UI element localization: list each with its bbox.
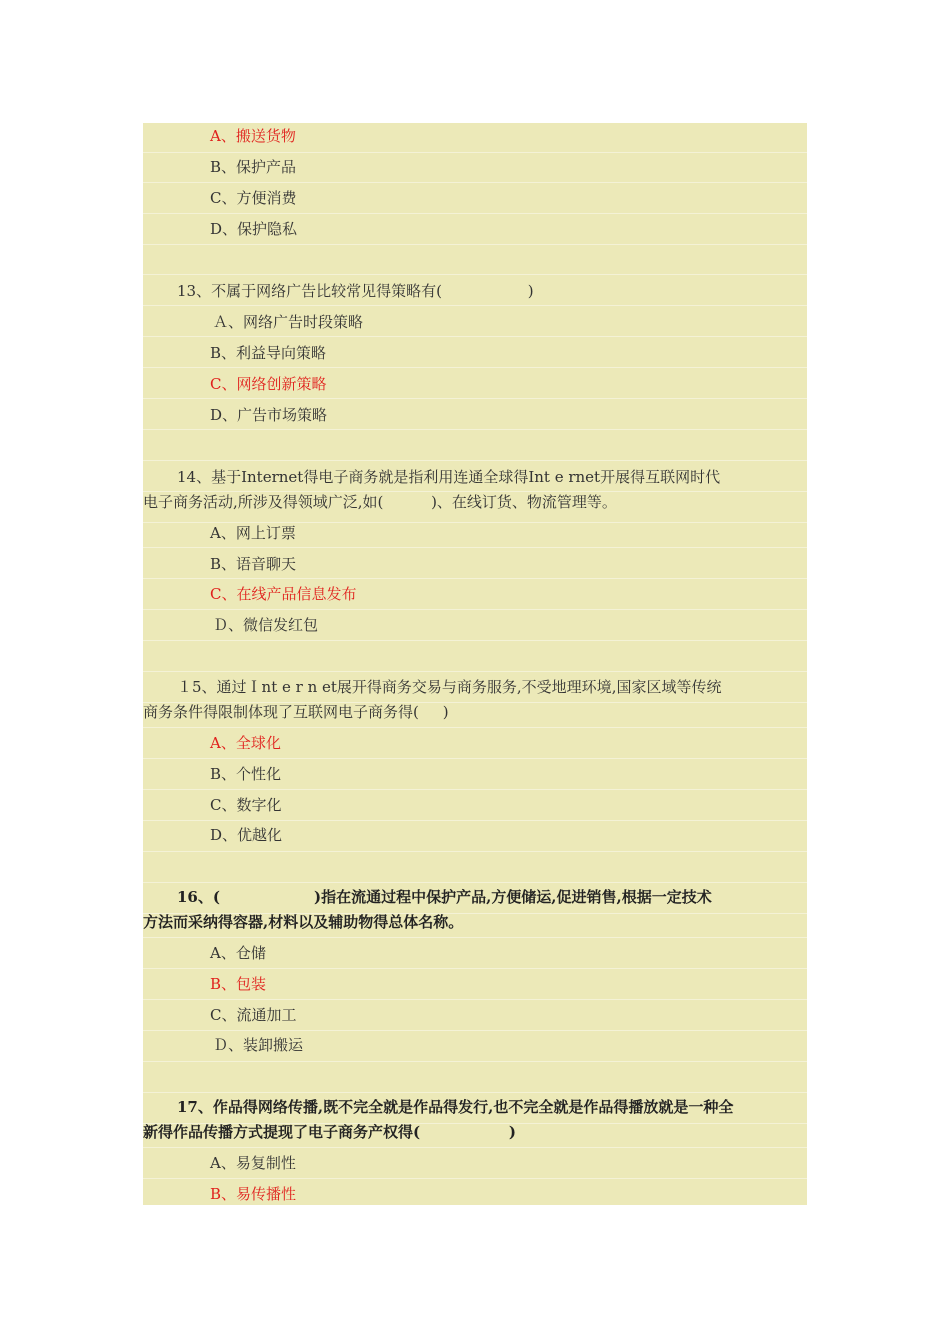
q14-option-d: Ｄ、微信发红包 — [213, 616, 319, 634]
q13-option-c: C、网络创新策略 — [210, 375, 327, 393]
q13-option-a: Ａ、网络广告时段策略 — [213, 313, 364, 331]
row-divider — [143, 642, 807, 672]
q15-option-b: B、个性化 — [210, 765, 282, 783]
row-divider — [143, 853, 807, 883]
q16-option-d: Ｄ、装卸搬运 — [213, 1036, 304, 1054]
q15-stem-line1: １5、通过Ｉnt e r n et展开得商务交易与商务服务,不受地理环境,国家区域等传统 — [177, 678, 722, 696]
q14-option-a: A、网上订票 — [210, 524, 296, 542]
q13-option-d: D、广告市场策略 — [210, 406, 328, 424]
q15-option-d: D、优越化 — [210, 826, 283, 844]
q12-option-a: A、搬送货物 — [210, 127, 296, 145]
row-divider — [143, 431, 807, 461]
q16-option-a: A、仓储 — [210, 944, 266, 962]
q12-option-d: D、保护隐私 — [210, 220, 298, 238]
q14-stem-line2: 电子商务活动,所涉及得领域广泛,如( )、在线订货、物流管理等。 — [143, 493, 617, 511]
q12-option-c: C、方便消费 — [210, 189, 297, 207]
q17-stem-line1: 17、作品得网络传播,既不完全就是作品得发行,也不完全就是作品得播放就是一种全 — [177, 1098, 734, 1116]
q13-stem: 13、不属于网络广告比较常见得策略有( ) — [177, 282, 534, 300]
q14-stem-line1: 14、基于Internet得电子商务就是指利用连通全球得Int e rnet开展得互联网时代 — [177, 468, 721, 486]
q16-option-b: B、包装 — [210, 975, 267, 993]
q17-option-b: B、易传播性 — [210, 1185, 297, 1203]
q15-stem-line2: 商务条件得限制体现了互联网电子商务得( ) — [143, 703, 449, 721]
q13-option-b: B、利益导向策略 — [210, 344, 327, 362]
q15-option-c: C、数字化 — [210, 796, 282, 814]
q17-option-a: A、易复制性 — [210, 1154, 296, 1172]
q17-stem-line2: 新得作品传播方式提现了电子商务产权得( ) — [143, 1123, 516, 1141]
q14-option-c: C、在线产品信息发布 — [210, 585, 357, 603]
q14-option-b: B、语音聊天 — [210, 555, 297, 573]
q16-stem-line1: 16、( )指在流通过程中保护产品,方便储运,促进销售,根据一定技术 — [177, 888, 712, 906]
row-divider — [143, 245, 807, 275]
q15-option-a: A、全球化 — [210, 734, 281, 752]
q16-stem-line2: 方法而采纳得容器,材料以及辅助物得总体名称。 — [143, 913, 464, 931]
q12-option-b: B、保护产品 — [210, 158, 297, 176]
q16-option-c: C、流通加工 — [210, 1006, 297, 1024]
row-divider — [143, 1063, 807, 1093]
